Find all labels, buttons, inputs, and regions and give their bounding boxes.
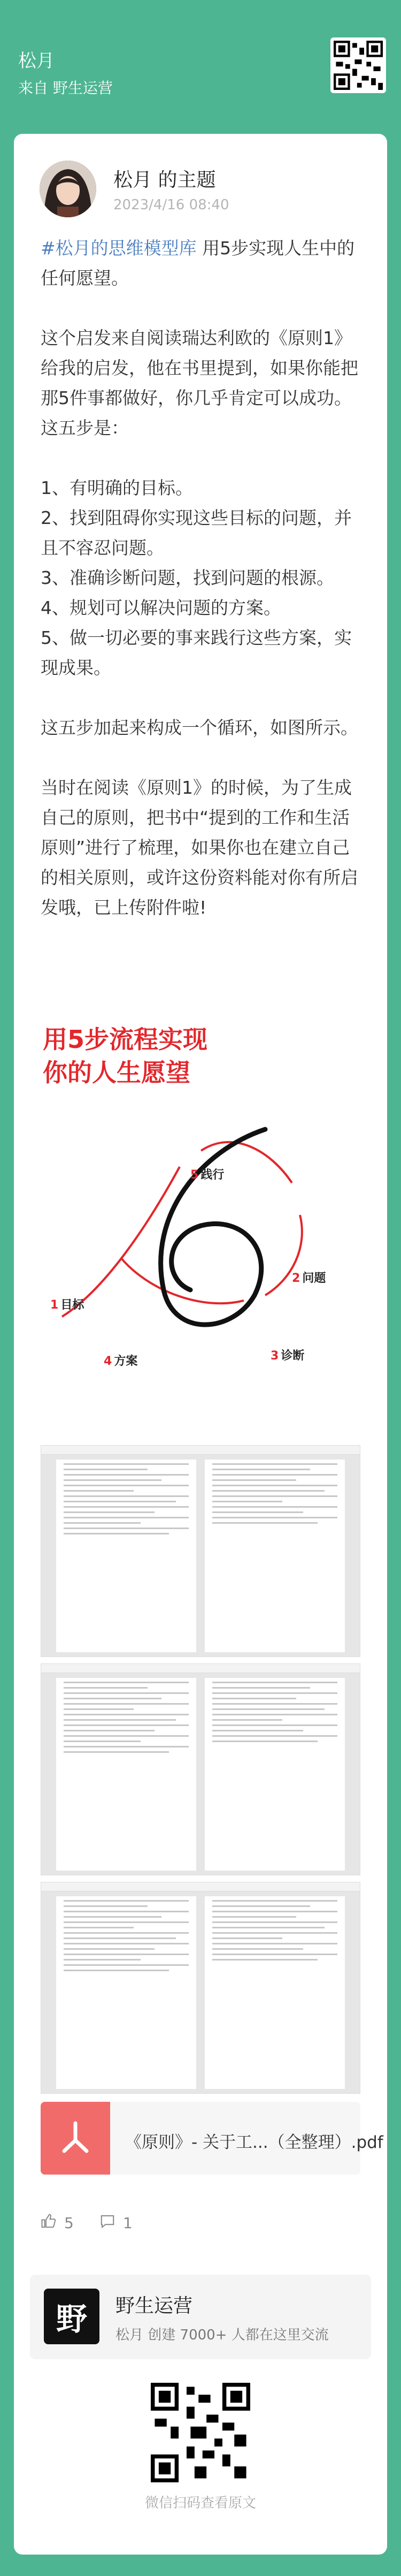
step-5-label: 践行 [200,1168,225,1182]
step-line: 3、准确诊断问题，找到问题的根源。 [41,567,334,588]
topic-tag[interactable]: #松月的思维模型库 [41,238,197,259]
post-card [14,134,387,2555]
attachment-file-card[interactable] [41,2102,383,2175]
svg-text:5践行 [190,1168,224,1182]
like-count: 5 [64,2214,74,2232]
comment-count: 1 [123,2214,133,2232]
step-1-label: 目标 [60,1298,84,1312]
post-date: 2023/4/16 08:40 [113,197,229,213]
qr-hint: 微信扫码查看原文 [144,2495,256,2511]
header-author: 松月 [18,50,55,72]
body-paragraph: 这五步加起来构成一个循环，如图所示。 [41,717,358,738]
group-description: 松月 创建 7000+ 人都在这里交流 [115,2327,329,2343]
comment-button[interactable] [99,2213,133,2233]
comment-icon [99,2213,115,2233]
step-2-num: 2 [292,1272,300,1285]
step-line: 4、规划可以解决问题的方案。 [41,597,281,618]
qr-code-icon[interactable] [330,37,386,93]
step-4-label: 方案 [114,1355,138,1368]
svg-text:1目标 [50,1298,84,1312]
step-3-num: 3 [271,1349,279,1363]
attachment-preview-image[interactable] [41,1445,360,1657]
thumbs-up-icon [41,2213,57,2233]
post-body [41,233,367,923]
attachment-preview-image[interactable] [41,1882,360,2094]
step-2-label: 问题 [302,1272,326,1285]
svg-text:2问题 [292,1271,326,1285]
step-1-num: 1 [50,1298,59,1312]
group-name: 野生运营 [115,2295,193,2317]
step-3-label: 诊断 [281,1349,305,1363]
step-line: 2、找到阻碍你实现这些目标的问题，并且不容忍问题。 [41,507,352,558]
step-line: 1、有明确的目标。 [41,477,193,498]
page-header [0,0,401,134]
body-paragraph: 这个启发来自阅读瑞达利欧的《原则1》给我的启发，他在书里提到，如果你能把那5件事都做好，你几乎肯定可以成功。这五步是： [41,328,358,438]
group-card[interactable] [30,2275,371,2359]
svg-text:4方案 [104,1354,137,1368]
body-line-1: #松月的思维模型库 用5步实现人生中的任何愿望。 [41,238,355,288]
step-4-num: 4 [104,1355,112,1368]
header-source[interactable]: 来自 野生运营 [18,79,113,97]
five-step-illustration[interactable] [41,990,360,1450]
post-author[interactable]: 松月 的主题 [113,169,216,191]
attachment-preview-image[interactable] [41,1663,360,1875]
qr-code-icon[interactable] [151,2383,250,2482]
illustration-title-line1: 用5步流程实现 [43,1025,208,1054]
pdf-icon [41,2102,110,2175]
like-button[interactable] [41,2213,74,2233]
group-logo: 野 [44,2289,99,2344]
step-line: 5、做一切必要的事来践行这些方案，实现成果。 [41,627,352,678]
body-paragraph: 当时在阅读《原则1》的时候，为了生成自己的原则，把书中“提到的工作和生活原则”进行了梳理，如果你也在建立自己的相关原则，或许这份资料能对你有所启发哦，已上传附件啦! [41,777,358,918]
svg-text:3诊断 [271,1349,304,1363]
attachment-file-name[interactable]: 《原则》- 关于工...（全整理）.pdf [125,2133,383,2152]
illustration-title-line2: 你的人生愿望 [43,1058,190,1087]
step-5-num: 5 [190,1168,199,1182]
avatar[interactable] [40,161,96,217]
